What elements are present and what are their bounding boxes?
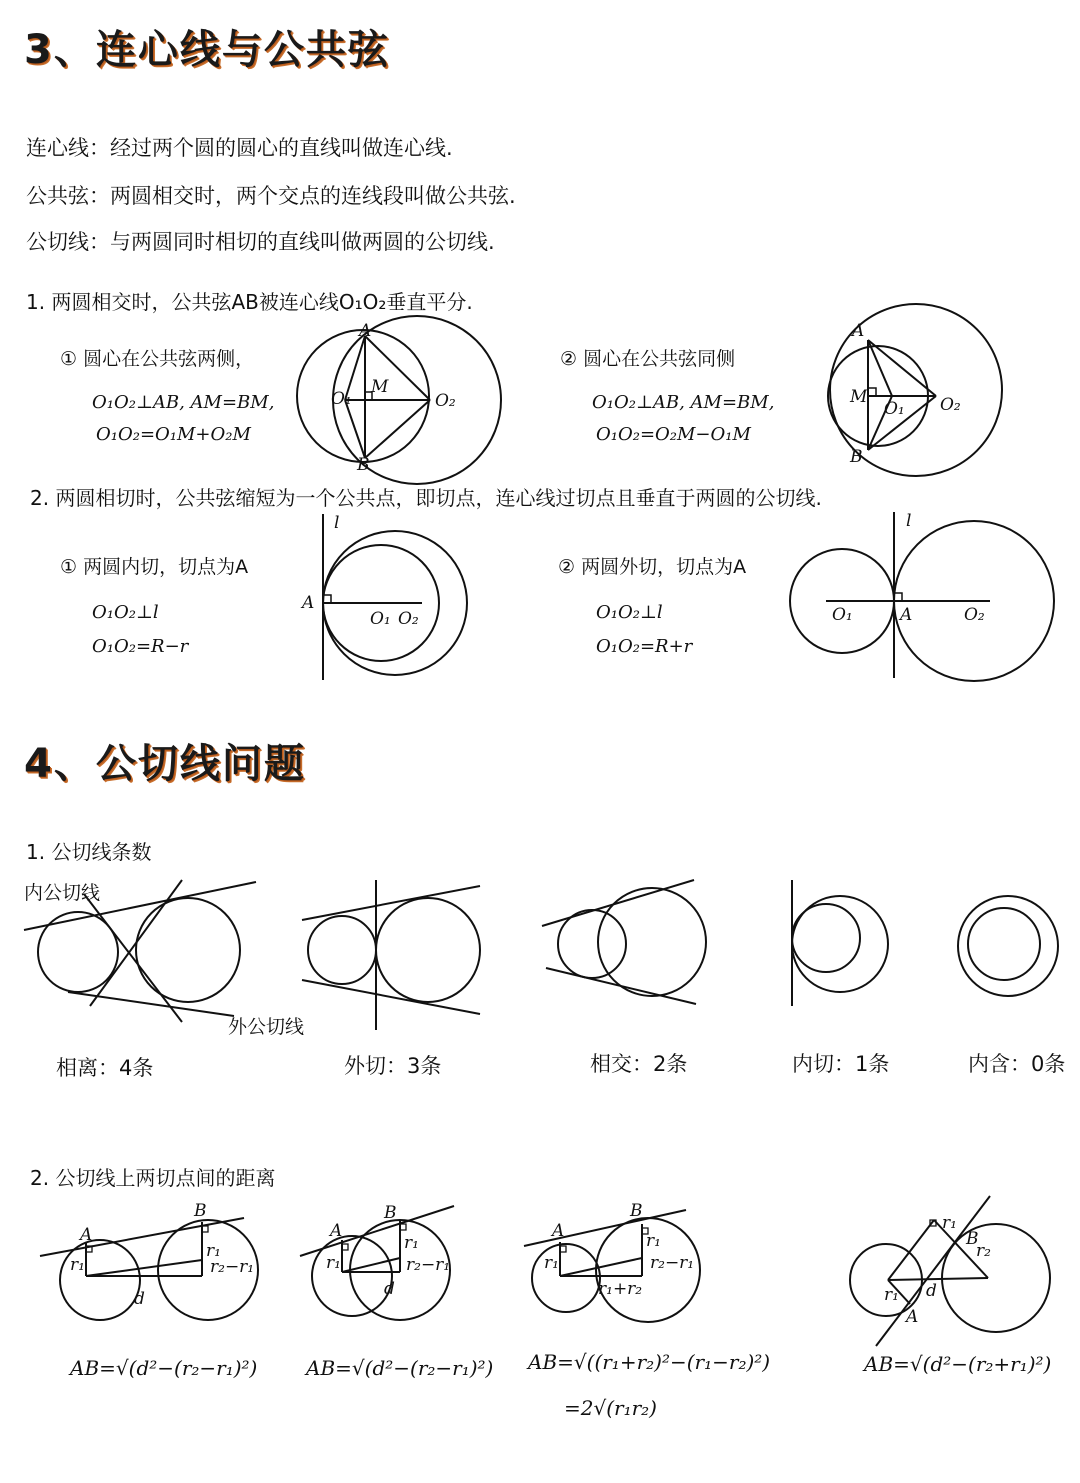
caption-external: 外切：3条	[344, 1054, 442, 1078]
label-O1: O₁	[832, 605, 853, 625]
figure-label: A	[906, 1307, 919, 1327]
figure-stroke	[90, 880, 182, 1006]
figure-label: r₁	[884, 1285, 899, 1305]
internal-tangent-count-figure	[786, 878, 896, 1008]
case2-title: ② 圆心在公共弦同侧	[560, 348, 736, 370]
distance-figure-3	[520, 1196, 720, 1346]
section4-title: 4、公切线问题	[24, 741, 306, 787]
figure-stroke	[968, 908, 1040, 980]
outer-tangent-label: 外公切线	[228, 1016, 305, 1038]
tangent-case1-title: ① 两圆内切，切点为A	[60, 556, 249, 578]
figure-stroke	[888, 1278, 988, 1280]
figure-stroke	[558, 910, 626, 978]
def-common-tangent: 公切线：与两圆同时相切的直线叫做两圆的公切线.	[26, 230, 495, 254]
label-l: l	[906, 511, 912, 531]
figure-label: r₁	[206, 1241, 221, 1261]
item2-text: 2. 两圆相切时，公共弦缩短为一个公共点，即切点，连心线过切点且垂直于两圆的公切线.	[30, 486, 822, 510]
label-M: M	[850, 387, 868, 407]
caption-internal: 内切：1条	[792, 1052, 890, 1076]
label-M: M	[371, 377, 389, 397]
label-O2: O₂	[398, 609, 419, 629]
label-O2: O₂	[435, 391, 456, 411]
tangent-case2-title: ② 两圆外切，切点为A	[558, 556, 747, 578]
def-center-line: 连心线：经过两个圆的圆心的直线叫做连心线.	[26, 136, 453, 160]
figure-stroke	[308, 916, 376, 984]
figure-stroke	[868, 340, 936, 396]
figure-label: r₁	[942, 1213, 957, 1233]
intersecting-circles-figure-1	[295, 318, 505, 475]
item-tangent-count: 1. 公切线条数	[26, 840, 152, 864]
section3-title: 3、连心线与公共弦	[24, 27, 390, 73]
figure-label: r₂	[976, 1241, 991, 1261]
case1-title: ① 圆心在公共弦两侧，	[60, 348, 255, 370]
inner-tangent-label: 内公切线	[24, 882, 101, 904]
figure-label: r₁+r₂	[598, 1279, 643, 1299]
case1-eq2: O₁O₂=O₁M+O₂M	[96, 424, 251, 445]
distance-figure-2	[296, 1196, 496, 1346]
internally-tangent-figure	[296, 508, 486, 688]
item1-text: 1. 两圆相交时，公共弦AB被连心线O₁O₂垂直平分.	[26, 290, 473, 314]
tangent-case2-eq2: O₁O₂=R+r	[596, 636, 693, 657]
figure-stroke	[60, 1240, 140, 1320]
case1-eq1: O₁O₂⊥AB, AM=BM,	[92, 392, 275, 413]
figure-label: A	[330, 1221, 343, 1241]
tangent-case2-eq1: O₁O₂⊥l	[596, 602, 663, 623]
figure-stroke	[68, 992, 234, 1016]
label-O1: O₁	[370, 609, 391, 629]
figure-stroke	[302, 886, 480, 920]
figure-label: A	[80, 1225, 93, 1245]
label-O2: O₂	[940, 395, 961, 415]
def-common-chord: 公共弦：两圆相交时，两个交点的连线段叫做公共弦.	[26, 184, 516, 208]
figure-stroke	[297, 330, 429, 462]
label-O2: O₂	[964, 605, 985, 625]
figure-stroke	[84, 894, 182, 1022]
tangent-case1-eq2: O₁O₂=R−r	[92, 636, 189, 657]
case2-eq2: O₁O₂=O₂M−O₁M	[596, 424, 751, 445]
figure-stroke	[302, 980, 480, 1014]
figure-stroke	[560, 1258, 642, 1276]
label-A: A	[900, 605, 913, 625]
label-l: l	[334, 513, 340, 533]
caption-separate: 相离：4条	[56, 1056, 154, 1080]
figure-label: r₂−r₁	[406, 1255, 451, 1275]
figure-label: r₁	[544, 1253, 559, 1273]
separate-circles-figure	[20, 876, 270, 1026]
external-tangent-count-figure	[300, 880, 490, 1030]
item-tangent-distance: 2. 公切线上两切点间的距离	[30, 1166, 276, 1190]
caption-intersecting: 相交：2条	[590, 1052, 688, 1076]
figure-label: r₁	[326, 1253, 341, 1273]
tangent-case1-eq1: O₁O₂⊥l	[92, 602, 159, 623]
figure-stroke	[546, 968, 696, 1004]
caption-contained: 内含：0条	[968, 1052, 1066, 1076]
figure-stroke	[24, 882, 256, 930]
distance-figure-1	[36, 1196, 266, 1346]
case2-eq1: O₁O₂⊥AB, AM=BM,	[592, 392, 775, 413]
label-B: B	[850, 447, 863, 467]
figure-stroke	[792, 904, 860, 972]
figure-stroke	[542, 880, 694, 926]
label-O1: O₁	[884, 399, 905, 419]
externally-tangent-figure	[784, 506, 1054, 686]
figure-stroke	[958, 896, 1058, 996]
figure-label: B	[966, 1229, 979, 1249]
figure-stroke	[136, 898, 240, 1002]
figure-label: r₁	[404, 1233, 419, 1253]
contained-circles-figure	[954, 892, 1064, 1002]
label-O1: O₁	[331, 389, 352, 409]
label-A: A	[852, 321, 865, 341]
figure-stroke	[532, 1244, 600, 1312]
figure-label: B	[384, 1203, 397, 1223]
figure-label: r₂−r₁	[650, 1253, 695, 1273]
figure-stroke	[868, 388, 876, 396]
figure-stroke	[876, 1196, 990, 1346]
formula-3: AB=√((r₁+r₂)²−(r₁−r₂)²)	[528, 1350, 771, 1374]
label-A: A	[302, 593, 315, 613]
figure-label: d	[926, 1281, 937, 1301]
figure-stroke	[86, 1260, 202, 1276]
distance-figure-4	[846, 1196, 1056, 1346]
figure-label: B	[630, 1201, 643, 1221]
formula-1: AB=√(d²−(r₂−r₁)²)	[70, 1356, 258, 1380]
figure-label: d	[134, 1289, 145, 1309]
figure-label: r₁	[70, 1255, 85, 1275]
label-A: A	[359, 321, 372, 341]
intersecting-tangent-count-figure	[540, 878, 720, 1008]
formula-4: AB=√(d²−(r₂+r₁)²)	[864, 1352, 1052, 1376]
figure-label: B	[194, 1201, 207, 1221]
figure-label: r₁	[646, 1231, 661, 1251]
figure-stroke	[888, 1220, 934, 1280]
label-B: B	[357, 455, 370, 475]
formula-2: AB=√(d²−(r₂−r₁)²)	[306, 1356, 494, 1380]
figure-label: A	[552, 1221, 565, 1241]
figure-label: d	[384, 1279, 395, 1299]
figure-stroke	[376, 898, 480, 1002]
formula-3b: =2√(r₁r₂)	[564, 1396, 657, 1420]
intersecting-circles-figure-2	[828, 318, 1028, 468]
figure-label: r₂−r₁	[210, 1257, 255, 1277]
